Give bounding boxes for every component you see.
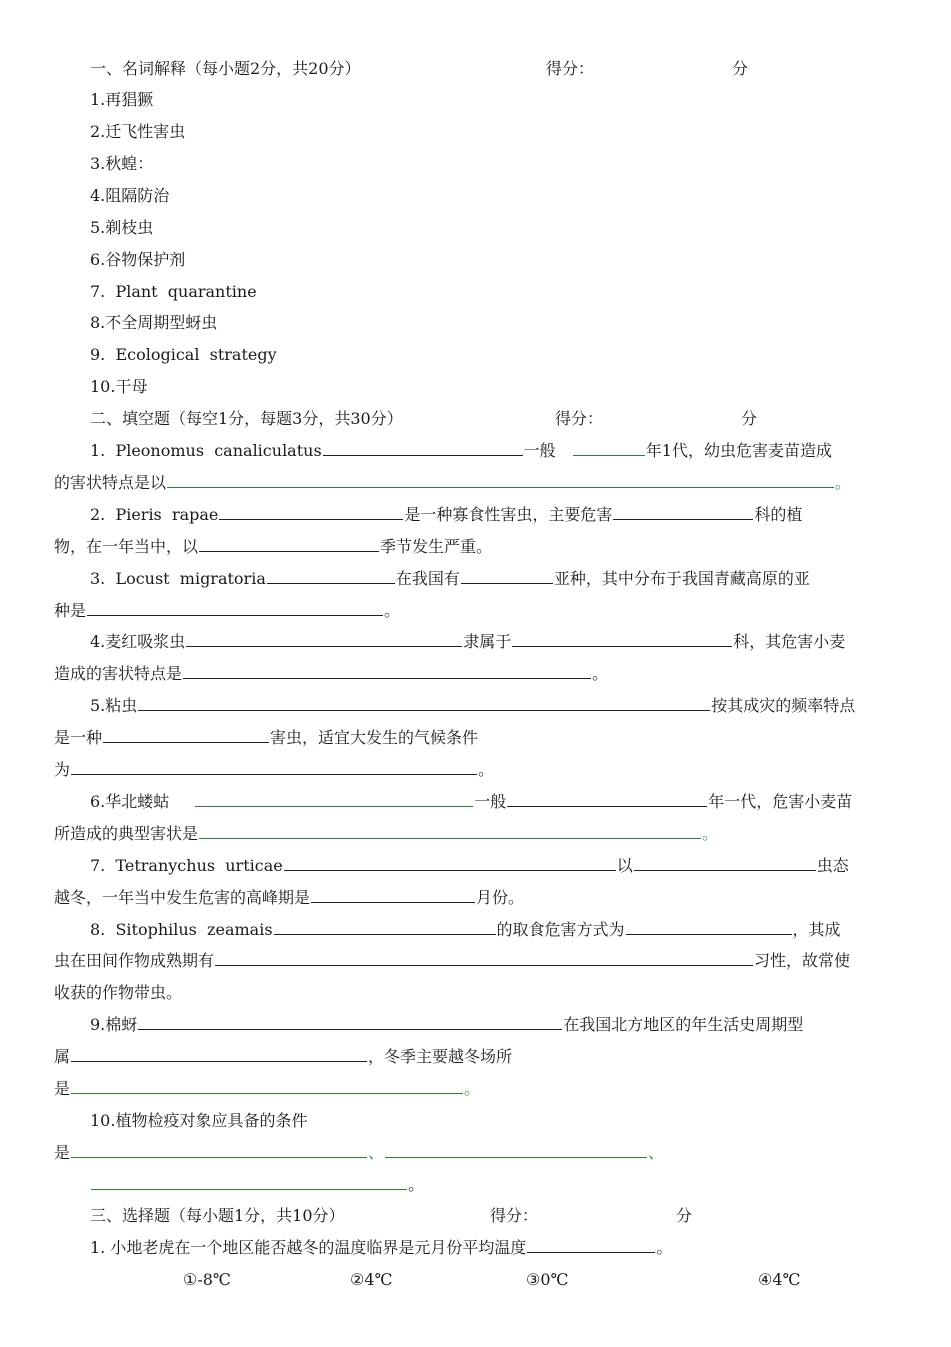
fill-question-8: 8. Sitophilus zeamais 的取食危害方式为 ，其成 bbox=[90, 920, 841, 939]
answer-blank[interactable] bbox=[461, 569, 553, 584]
fill-question-1-cont: 的害状特点是以 。 bbox=[54, 473, 852, 492]
answer-blank[interactable] bbox=[71, 1079, 463, 1094]
answer-blank[interactable] bbox=[284, 856, 616, 871]
choice-option-1[interactable]: ①-8℃ bbox=[183, 1270, 231, 1289]
choice-option-3[interactable]: ③0℃ bbox=[526, 1270, 569, 1289]
answer-blank[interactable] bbox=[138, 1015, 562, 1030]
fill-question-10: 10.植物检疫对象应具备的条件 bbox=[90, 1111, 308, 1130]
answer-blank[interactable] bbox=[71, 1047, 367, 1062]
section2-score-label: 得分： bbox=[555, 409, 604, 428]
answer-blank[interactable] bbox=[267, 569, 395, 584]
answer-blank[interactable] bbox=[634, 856, 816, 871]
section1-score-unit: 分 bbox=[732, 59, 749, 78]
answer-blank[interactable] bbox=[71, 760, 477, 775]
term-item: 7. Plant quarantine bbox=[90, 282, 257, 301]
section3-score-label: 得分： bbox=[490, 1206, 539, 1225]
answer-blank[interactable] bbox=[507, 792, 707, 807]
answer-blank[interactable] bbox=[71, 1143, 367, 1158]
fill-question-6-cont: 所造成的典型害状是 。 bbox=[54, 824, 719, 843]
choice-question-1: 1. 小地老虎在一个地区能否越冬的温度临界是元月份平均温度 。 bbox=[90, 1238, 673, 1257]
fill-question-5-cont: 是一种 害虫，适宜大发生的气候条件 bbox=[54, 728, 479, 747]
term-item: 4.阻隔防治 bbox=[90, 186, 170, 205]
fill-question-1: 1. Pleonomus canaliculatus 一般 年1代，幼虫危害麦苗造成 bbox=[90, 441, 832, 460]
fill-question-2: 2. Pieris rapae 是一种寡食性害虫，主要危害 科的植 bbox=[90, 505, 803, 524]
answer-blank[interactable] bbox=[219, 505, 403, 520]
fill-question-4-cont: 造成的害状特点是 。 bbox=[54, 664, 609, 683]
answer-blank[interactable] bbox=[573, 441, 645, 456]
section1-score-label: 得分： bbox=[546, 59, 595, 78]
term-item: 10.干母 bbox=[90, 377, 148, 396]
answer-blank[interactable] bbox=[626, 920, 792, 935]
answer-blank[interactable] bbox=[91, 1175, 407, 1190]
answer-blank[interactable] bbox=[103, 728, 269, 743]
fill-question-8-cont: 虫在田间作物成熟期有 习性，故常使 bbox=[54, 951, 851, 970]
term-item: 9. Ecological strategy bbox=[90, 345, 277, 364]
fill-question-3-cont: 种是 。 bbox=[54, 601, 401, 620]
answer-blank[interactable] bbox=[385, 1143, 647, 1158]
fill-question-9: 9.棉蚜 在我国北方地区的年生活史周期型 bbox=[90, 1015, 804, 1034]
answer-blank[interactable] bbox=[527, 1238, 655, 1253]
fill-question-10-cont: 是 、 、 bbox=[54, 1143, 665, 1162]
term-item: 5.剃枝虫 bbox=[90, 218, 154, 237]
section3-score-unit: 分 bbox=[676, 1206, 693, 1225]
term-item: 3.秋蝗： bbox=[90, 154, 154, 173]
term-item: 2.迁飞性害虫 bbox=[90, 122, 186, 141]
answer-blank[interactable] bbox=[323, 441, 523, 456]
section2-title: 二、填空题（每空1分，每题3分，共30分） bbox=[90, 409, 403, 428]
section2-score-unit: 分 bbox=[741, 409, 758, 428]
term-item: 1.再猖獗 bbox=[90, 90, 154, 109]
term-item: 8.不全周期型蚜虫 bbox=[90, 313, 218, 332]
fill-question-6: 6.华北蝼蛄 一般 年一代，危害小麦苗 bbox=[90, 792, 853, 811]
fill-question-10-cont2: 。 bbox=[90, 1174, 424, 1196]
answer-blank[interactable] bbox=[167, 473, 834, 488]
answer-blank[interactable] bbox=[613, 505, 753, 520]
answer-blank[interactable] bbox=[215, 951, 753, 966]
answer-blank[interactable] bbox=[512, 632, 732, 647]
answer-blank[interactable] bbox=[183, 664, 591, 679]
fill-question-5-cont2: 为 。 bbox=[54, 760, 495, 779]
fill-question-5: 5.粘虫 按其成灾的频率特点 bbox=[90, 696, 856, 715]
section3-title: 三、选择题（每小题1分，共10分） bbox=[90, 1206, 345, 1225]
answer-blank[interactable] bbox=[87, 601, 383, 616]
answer-blank[interactable] bbox=[199, 824, 701, 839]
answer-blank[interactable] bbox=[311, 888, 475, 903]
choice-option-2[interactable]: ②4℃ bbox=[350, 1270, 393, 1289]
answer-blank[interactable] bbox=[274, 920, 496, 935]
choice-option-4[interactable]: ④4℃ bbox=[758, 1270, 801, 1289]
section1-title: 一、名词解释（每小题2分，共20分） bbox=[90, 59, 361, 78]
answer-blank[interactable] bbox=[199, 537, 379, 552]
answer-blank[interactable] bbox=[186, 632, 462, 647]
fill-question-9-cont: 属 ，冬季主要越冬场所 bbox=[54, 1047, 513, 1066]
answer-blank[interactable] bbox=[138, 696, 710, 711]
term-item: 6.谷物保护剂 bbox=[90, 250, 186, 269]
fill-question-4: 4.麦红吸浆虫 隶属于 科，其危害小麦 bbox=[90, 632, 846, 651]
fill-question-2-cont: 物，在一年当中，以 季节发生严重。 bbox=[54, 537, 493, 556]
fill-question-8-cont2: 收获的作物带虫。 bbox=[54, 983, 183, 1002]
fill-question-7-cont: 越冬，一年当中发生危害的高峰期是 月份。 bbox=[54, 888, 525, 907]
fill-question-3: 3. Locust migratoria 在我国有 亚种，其中分布于我国青藏高原的亚 bbox=[90, 569, 810, 588]
answer-blank[interactable] bbox=[195, 792, 473, 807]
fill-question-7: 7. Tetranychus urticae 以 虫态 bbox=[90, 856, 849, 875]
fill-question-9-cont2: 是 。 bbox=[54, 1079, 481, 1098]
